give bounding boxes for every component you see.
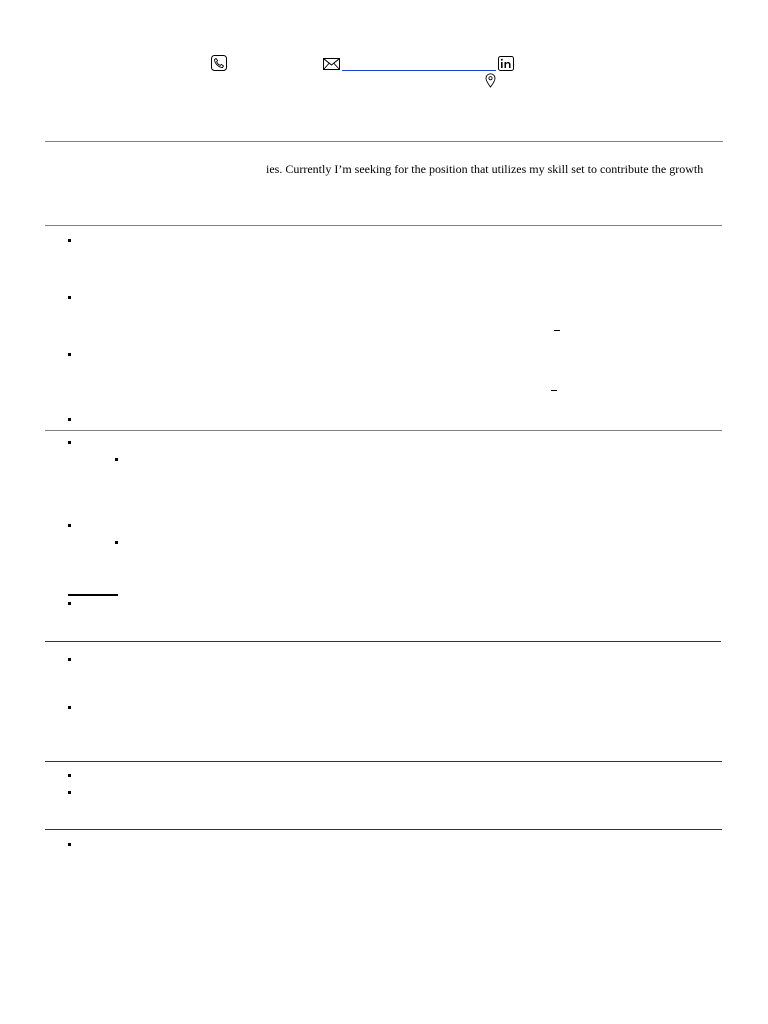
list-bullet <box>68 706 71 709</box>
sub-list-bullet <box>115 541 118 544</box>
list-bullet <box>68 602 71 605</box>
list-bullet <box>68 774 71 777</box>
list-bullet <box>68 296 71 299</box>
list-bullet <box>68 353 71 356</box>
list-bullet <box>68 418 71 421</box>
section-divider <box>45 225 722 226</box>
section-divider <box>45 761 722 762</box>
underline-mark <box>68 594 118 596</box>
list-bullet <box>68 239 71 242</box>
section-divider <box>45 430 722 431</box>
list-bullet <box>68 524 71 527</box>
summary-text: ies. Currently I’m seeking for the position that utilizes my skill set to contribute the growth <box>266 162 704 176</box>
section-divider <box>45 829 722 830</box>
list-bullet <box>68 441 71 444</box>
list-bullet <box>68 791 71 794</box>
section-divider <box>45 641 721 642</box>
email-link[interactable] <box>342 70 496 71</box>
linkedin-icon[interactable] <box>498 56 514 71</box>
section-divider <box>45 141 723 142</box>
list-bullet <box>68 843 71 846</box>
phone-icon <box>211 55 227 71</box>
list-bullet <box>68 658 71 661</box>
date-dash <box>554 330 560 331</box>
date-dash <box>551 390 557 391</box>
sub-list-bullet <box>115 458 118 461</box>
mail-icon <box>323 58 340 70</box>
location-pin-icon <box>485 73 496 88</box>
